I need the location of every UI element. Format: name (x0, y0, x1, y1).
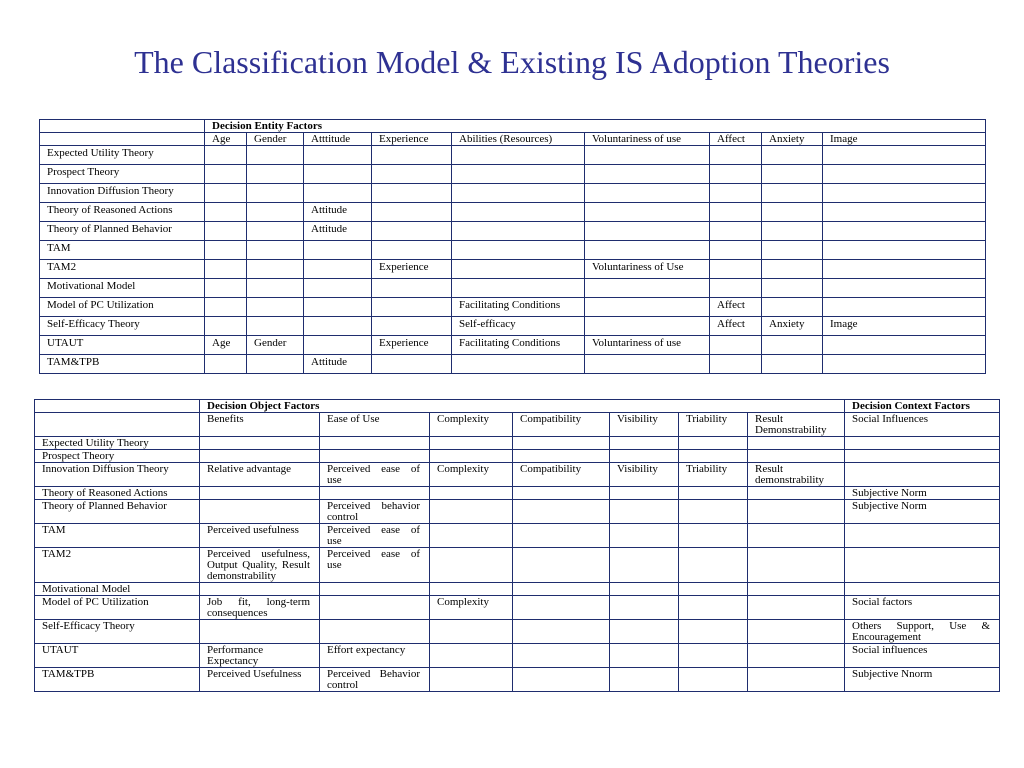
factor-cell: Perceived usefulness, Output Quality, Result demonstrability (200, 548, 320, 583)
factor-cell: Anxiety (762, 317, 823, 336)
factor-cell (610, 596, 679, 620)
factor-cell (304, 336, 372, 355)
object-group-header: Decision Object Factors (200, 400, 845, 413)
table-row (40, 317, 986, 336)
factor-cell (513, 644, 610, 668)
factor-cell (452, 279, 585, 298)
theory-name-cell: Prospect Theory (35, 450, 200, 463)
table-row (35, 524, 1000, 548)
factor-cell: Effort expectancy (320, 644, 430, 668)
table-row (40, 336, 986, 355)
page-title: The Classification Model & Existing IS Adoption Theories (134, 44, 890, 80)
table-row (40, 203, 986, 222)
factor-cell (304, 165, 372, 184)
factor-cell (610, 500, 679, 524)
factor-cell (247, 260, 304, 279)
factor-cell (205, 241, 247, 260)
factor-cell (372, 184, 452, 203)
factor-cell (372, 317, 452, 336)
table-row (35, 620, 1000, 644)
factor-cell (513, 450, 610, 463)
factor-cell: Subjective Norm (845, 487, 1000, 500)
factor-cell (585, 165, 710, 184)
theory-name-cell: Theory of Reasoned Actions (40, 203, 205, 222)
factor-cell (710, 165, 762, 184)
factor-cell (320, 437, 430, 450)
factor-cell (762, 184, 823, 203)
factor-cell (205, 279, 247, 298)
factor-cell (452, 241, 585, 260)
factor-cell (610, 668, 679, 692)
factor-cell (845, 583, 1000, 596)
factor-cell (320, 596, 430, 620)
table-row (40, 260, 986, 279)
column-header: Experience (372, 133, 452, 146)
factor-cell (205, 165, 247, 184)
factor-cell (762, 146, 823, 165)
factor-cell (513, 548, 610, 583)
factor-cell (247, 203, 304, 222)
table-row (35, 450, 1000, 463)
factor-cell (430, 500, 513, 524)
factor-cell (247, 222, 304, 241)
factor-cell (200, 437, 320, 450)
factor-cell (585, 298, 710, 317)
theory-name-cell: Innovation Diffusion Theory (35, 463, 200, 487)
factor-cell: Perceived ease of use (320, 548, 430, 583)
column-header: Image (823, 133, 986, 146)
factor-cell (452, 203, 585, 222)
factor-cell (585, 279, 710, 298)
factor-cell (430, 583, 513, 596)
factor-cell: Triability (679, 463, 748, 487)
header-blank-cell (35, 400, 200, 413)
factor-cell: Experience (372, 260, 452, 279)
factor-cell (748, 596, 845, 620)
factor-cell: Facilitating Conditions (452, 298, 585, 317)
factor-cell (247, 241, 304, 260)
column-header: Benefits (200, 413, 320, 437)
factor-cell: Perceived ease of use (320, 463, 430, 487)
table-row (35, 463, 1000, 487)
factor-cell (430, 437, 513, 450)
header-blank-cell (35, 413, 200, 437)
factor-cell (320, 450, 430, 463)
factor-cell (372, 203, 452, 222)
factor-cell (205, 260, 247, 279)
factor-cell (200, 487, 320, 500)
theory-name-cell: TAM2 (35, 548, 200, 583)
factor-cell (430, 644, 513, 668)
column-header: Abilities (Resources) (452, 133, 585, 146)
factor-cell (823, 203, 986, 222)
factor-cell (205, 184, 247, 203)
factor-cell: Visibility (610, 463, 679, 487)
factor-cell (845, 524, 1000, 548)
factor-cell (513, 596, 610, 620)
factor-cell (762, 260, 823, 279)
factor-cell (610, 437, 679, 450)
header-blank-cell (40, 133, 205, 146)
factor-cell (679, 500, 748, 524)
factor-cell (430, 548, 513, 583)
factor-cell (452, 355, 585, 374)
factor-cell (679, 450, 748, 463)
factor-cell (610, 524, 679, 548)
factor-cell (205, 355, 247, 374)
column-header: Complexity (430, 413, 513, 437)
table-row (35, 548, 1000, 583)
theory-name-cell: UTAUT (35, 644, 200, 668)
column-header: Affect (710, 133, 762, 146)
factor-cell (585, 355, 710, 374)
factor-cell (372, 241, 452, 260)
factor-cell (430, 487, 513, 500)
column-header: Ease of Use (320, 413, 430, 437)
factor-cell: Subjective Norm (845, 500, 1000, 524)
factor-cell: Age (205, 336, 247, 355)
factor-cell (823, 165, 986, 184)
column-header: Voluntariness of use (585, 133, 710, 146)
factor-cell (585, 317, 710, 336)
theory-name-cell: Self-Efficacy Theory (40, 317, 205, 336)
table-row (40, 279, 986, 298)
factor-cell (762, 355, 823, 374)
factor-cell (762, 203, 823, 222)
factor-cell (679, 668, 748, 692)
table-row (35, 596, 1000, 620)
factor-cell (679, 620, 748, 644)
factor-cell (610, 548, 679, 583)
factor-cell (845, 450, 1000, 463)
entity-group-header: Decision Entity Factors (205, 120, 986, 133)
factor-cell: Others Support, Use & Encouragement (845, 620, 1000, 644)
theory-name-cell: TAM2 (40, 260, 205, 279)
factor-cell (679, 548, 748, 583)
factor-cell (372, 279, 452, 298)
factor-cell (452, 222, 585, 241)
factor-cell: Perceived Behavior control (320, 668, 430, 692)
factor-cell (247, 298, 304, 317)
column-header: Gender (247, 133, 304, 146)
factor-cell (823, 222, 986, 241)
decision-object-context-factors-table (34, 399, 1000, 692)
factor-cell (320, 487, 430, 500)
factor-cell (205, 222, 247, 241)
factor-cell: Image (823, 317, 986, 336)
factor-cell: Self-efficacy (452, 317, 585, 336)
factor-cell (823, 241, 986, 260)
factor-cell (452, 165, 585, 184)
factor-cell (372, 355, 452, 374)
factor-cell (762, 279, 823, 298)
factor-cell (823, 260, 986, 279)
factor-cell (304, 279, 372, 298)
factor-cell (748, 548, 845, 583)
factor-cell (205, 317, 247, 336)
table-row (40, 184, 986, 203)
factor-cell (845, 437, 1000, 450)
theory-name-cell: TAM (40, 241, 205, 260)
factor-cell (710, 184, 762, 203)
factor-cell (205, 146, 247, 165)
factor-cell: Voluntariness of use (585, 336, 710, 355)
table-row (40, 241, 986, 260)
factor-cell (710, 203, 762, 222)
factor-cell (430, 524, 513, 548)
factor-cell (748, 487, 845, 500)
table-row (35, 487, 1000, 500)
theory-name-cell: TAM&TPB (35, 668, 200, 692)
factor-cell (762, 165, 823, 184)
factor-cell: Perceived Usefulness (200, 668, 320, 692)
theory-name-cell: Model of PC Utilization (40, 298, 205, 317)
table-row (40, 355, 986, 374)
factor-cell (320, 583, 430, 596)
factor-cell (205, 298, 247, 317)
factor-cell (748, 644, 845, 668)
factor-cell (205, 203, 247, 222)
factor-cell: Result demonstrability (748, 463, 845, 487)
table-row (40, 222, 986, 241)
factor-cell: Perceived ease of use (320, 524, 430, 548)
factor-cell (710, 279, 762, 298)
factor-cell (513, 437, 610, 450)
theory-name-cell: TAM&TPB (40, 355, 205, 374)
factor-cell (610, 583, 679, 596)
factor-cell (372, 298, 452, 317)
factor-cell (320, 620, 430, 644)
factor-cell: Performance Expectancy (200, 644, 320, 668)
factor-cell (372, 146, 452, 165)
factor-cell (304, 317, 372, 336)
factor-cell: Subjective Nnorm (845, 668, 1000, 692)
factor-cell (823, 146, 986, 165)
factor-cell: Complexity (430, 463, 513, 487)
factor-cell: Perceived usefulness (200, 524, 320, 548)
factor-cell: Attitude (304, 203, 372, 222)
factor-cell: Social factors (845, 596, 1000, 620)
factor-cell (513, 524, 610, 548)
header-blank-cell (40, 120, 205, 133)
factor-cell (513, 500, 610, 524)
factor-cell (304, 146, 372, 165)
factor-cell (372, 165, 452, 184)
factor-cell (304, 241, 372, 260)
factor-cell (762, 222, 823, 241)
factor-cell (372, 222, 452, 241)
factor-cell (585, 184, 710, 203)
factor-cell (679, 596, 748, 620)
theory-name-cell: Theory of Planned Behavior (40, 222, 205, 241)
factor-cell (304, 260, 372, 279)
theory-name-cell: UTAUT (40, 336, 205, 355)
factor-cell: Social influences (845, 644, 1000, 668)
factor-cell (679, 583, 748, 596)
factor-cell (304, 298, 372, 317)
factor-cell (513, 620, 610, 644)
column-header: Visibility (610, 413, 679, 437)
factor-cell (610, 644, 679, 668)
factor-cell (610, 620, 679, 644)
factor-cell (710, 241, 762, 260)
factor-cell (823, 336, 986, 355)
factor-cell (585, 222, 710, 241)
factor-cell (748, 583, 845, 596)
factor-cell (823, 355, 986, 374)
factor-cell: Affect (710, 317, 762, 336)
factor-cell (762, 336, 823, 355)
factor-cell: Attitude (304, 222, 372, 241)
factor-cell (748, 500, 845, 524)
factor-cell (679, 487, 748, 500)
table-row (35, 437, 1000, 450)
factor-cell (845, 463, 1000, 487)
factor-cell (513, 583, 610, 596)
theory-name-cell: Expected Utility Theory (40, 146, 205, 165)
factor-cell (585, 241, 710, 260)
factor-cell (200, 620, 320, 644)
column-header: Age (205, 133, 247, 146)
factor-cell (679, 644, 748, 668)
factor-cell: Voluntariness of Use (585, 260, 710, 279)
factor-cell (247, 165, 304, 184)
factor-cell (247, 317, 304, 336)
factor-cell (247, 146, 304, 165)
column-header: Anxiety (762, 133, 823, 146)
theory-name-cell: Innovation Diffusion Theory (40, 184, 205, 203)
factor-cell (585, 203, 710, 222)
factor-cell (200, 450, 320, 463)
column-header: Result Demonstrability (748, 413, 845, 437)
theory-name-cell: Theory of Reasoned Actions (35, 487, 200, 500)
factor-cell: Complexity (430, 596, 513, 620)
factor-cell: Perceived behavior control (320, 500, 430, 524)
factor-cell (610, 450, 679, 463)
theory-name-cell: Self-Efficacy Theory (35, 620, 200, 644)
factor-cell (430, 620, 513, 644)
factor-cell: Job fit, long-term consequences (200, 596, 320, 620)
factor-cell: Attitude (304, 355, 372, 374)
factor-cell (452, 146, 585, 165)
factor-cell (823, 279, 986, 298)
factor-cell (247, 279, 304, 298)
factor-cell (585, 146, 710, 165)
factor-cell (513, 487, 610, 500)
factor-cell: Facilitating Conditions (452, 336, 585, 355)
column-header: Compatibility (513, 413, 610, 437)
factor-cell: Affect (710, 298, 762, 317)
factor-cell (710, 146, 762, 165)
factor-cell: Relative advantage (200, 463, 320, 487)
table-row (40, 165, 986, 184)
decision-entity-factors-table (39, 119, 986, 374)
table-row (40, 298, 986, 317)
factor-cell (679, 437, 748, 450)
factor-cell (247, 184, 304, 203)
factor-cell (762, 241, 823, 260)
theory-name-cell: Model of PC Utilization (35, 596, 200, 620)
theory-name-cell: Theory of Planned Behavior (35, 500, 200, 524)
factor-cell (430, 668, 513, 692)
column-header: Triability (679, 413, 748, 437)
factor-cell (247, 355, 304, 374)
theory-name-cell: Prospect Theory (40, 165, 205, 184)
factor-cell (610, 487, 679, 500)
table-row (35, 668, 1000, 692)
factor-cell (762, 298, 823, 317)
factor-cell (710, 222, 762, 241)
factor-cell (748, 620, 845, 644)
factor-cell (200, 583, 320, 596)
factor-cell (748, 450, 845, 463)
factor-cell (430, 450, 513, 463)
table-row (35, 583, 1000, 596)
table-row (35, 500, 1000, 524)
factor-cell (845, 548, 1000, 583)
factor-cell: Gender (247, 336, 304, 355)
factor-cell (823, 298, 986, 317)
factor-cell (823, 184, 986, 203)
context-group-header: Decision Context Factors (845, 400, 1000, 413)
column-header: Atttitude (304, 133, 372, 146)
factor-cell: Experience (372, 336, 452, 355)
factor-cell (513, 668, 610, 692)
theory-name-cell: Motivational Model (35, 583, 200, 596)
table-row (40, 146, 986, 165)
factor-cell (710, 260, 762, 279)
factor-cell: Compatibility (513, 463, 610, 487)
factor-cell (200, 500, 320, 524)
column-header: Social Influences (845, 413, 1000, 437)
factor-cell (452, 260, 585, 279)
factor-cell (452, 184, 585, 203)
theory-name-cell: TAM (35, 524, 200, 548)
factor-cell (748, 437, 845, 450)
factor-cell (748, 524, 845, 548)
factor-cell (710, 336, 762, 355)
factor-cell (710, 355, 762, 374)
theory-name-cell: Expected Utility Theory (35, 437, 200, 450)
theory-name-cell: Motivational Model (40, 279, 205, 298)
factor-cell (679, 524, 748, 548)
table-row (35, 644, 1000, 668)
factor-cell (304, 184, 372, 203)
factor-cell (748, 668, 845, 692)
